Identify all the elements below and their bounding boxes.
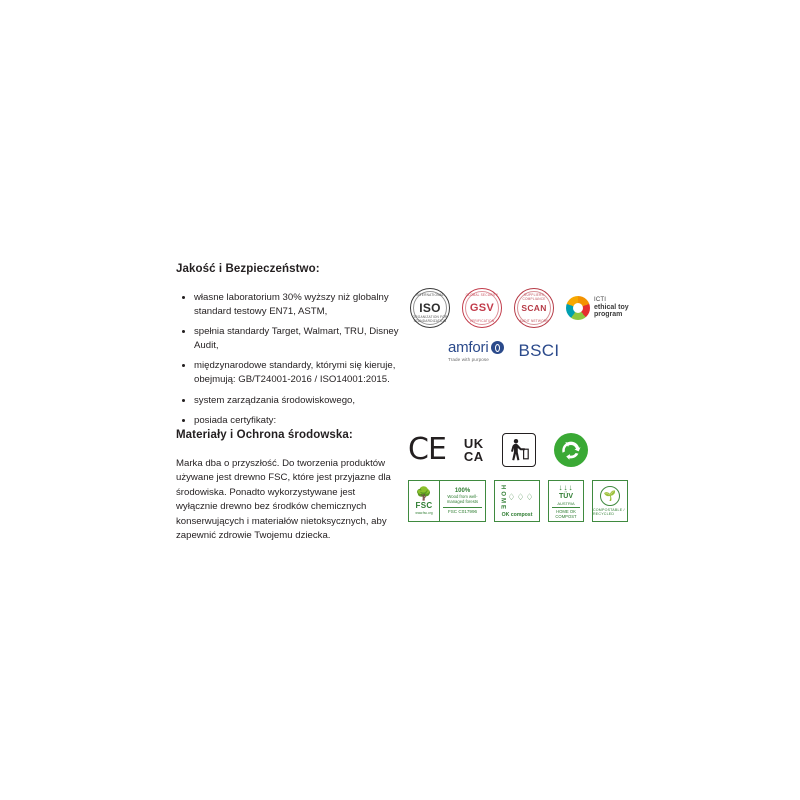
iso-sub-text: ORGANIZATION FOR STANDARDIZATION [412, 315, 448, 323]
fsc-logo [409, 481, 440, 521]
iso-certification-icon [410, 288, 450, 328]
tuv-wordmark: TÜV [559, 492, 573, 500]
list-item: międzynarodowe standardy, którymi się kieruje, obejmują: GB/T24001-2016 / ISO14001:2015. [192, 359, 424, 386]
certification-row-bottom [410, 340, 640, 363]
tree-icon: 🌳 [415, 486, 433, 501]
fsc-details [440, 481, 485, 521]
list-item: spełnia standardy Target, Walmart, TRU, Disney Audit, [192, 325, 424, 352]
bsci-wordmark: BSCI [518, 341, 560, 361]
fsc-website: www.fsc.org [415, 511, 433, 515]
arrows-icon: ↓↓↓ [558, 482, 574, 492]
tuv-austria-badge [548, 480, 584, 522]
icti-ethical-toy-program-badge [566, 296, 629, 320]
icti-line-1: ICTI [594, 296, 607, 303]
gsv-sub-text: VERIFICATION [469, 319, 495, 323]
tuv-region: AUSTRIA [557, 500, 575, 506]
ok-compost-label: OK compost [501, 511, 533, 518]
amfori-dot-icon [491, 341, 504, 354]
materials-row-top [408, 432, 638, 468]
quality-safety-heading: Jakość i Bezpieczeństwo: [176, 263, 320, 275]
certification-row-top [410, 288, 640, 328]
gsv-top-text: GLOBAL SECURITY [465, 293, 499, 297]
list-item: własne laboratorium 30% wyższy niż globalny standard testowy EN71, ASTM, [192, 291, 424, 318]
scan-label: SCAN [521, 303, 547, 313]
tuv-program: HOME OK COMPOST [552, 507, 579, 519]
ukca-line-1: UK [463, 436, 484, 451]
recycled-material-badge [592, 480, 628, 522]
amfori-logo [448, 340, 504, 355]
recycled-label: COMPOSTABLE / RECYCLED [593, 508, 625, 516]
materials-row-bottom [408, 480, 638, 522]
amfori-badge [448, 340, 504, 363]
leaves-icon: ♢♢♢ [507, 492, 535, 502]
list-item: system zarządzania środowiskowego, [192, 394, 424, 408]
scan-top-text: SUPPLIERS COMPLIANCE [522, 293, 546, 301]
materials-heading: Materiały i Ochrona środowska: [176, 429, 353, 441]
ok-compost-badge [494, 480, 540, 522]
scan-sub-text: AUDIT NETWORK [519, 319, 549, 323]
sprout-icon: 🌱 [600, 486, 620, 506]
gsv-label: GSV [469, 302, 495, 314]
icti-line-3: program [594, 311, 623, 319]
green-recycle-icon [554, 433, 588, 467]
list-item: posiada certyfikaty: [192, 414, 424, 428]
fsc-wordmark: FSC [415, 501, 433, 510]
materials-certification-badges [408, 432, 638, 522]
ce-marking-icon: CE [408, 432, 446, 467]
iso-label: ISO [419, 301, 441, 315]
scan-certification-icon [514, 288, 554, 328]
amfori-wordmark: amfori [448, 339, 489, 356]
tidyman-bin-icon [502, 433, 536, 467]
fsc-code: FSC C017996 [443, 507, 482, 514]
ukca-line-2: CA [463, 449, 484, 464]
fsc-description: Wood from well-managed forests [446, 494, 479, 504]
quality-certification-badges [410, 288, 640, 363]
amfori-tagline: Trade with purpose [448, 357, 489, 362]
quality-bullet-list [176, 291, 424, 428]
icti-label [594, 297, 629, 319]
iso-top-text: INTERNATIONAL [416, 293, 444, 297]
ok-compost-inner [499, 485, 534, 511]
fsc-percent: 100% [454, 488, 471, 495]
materials-paragraph: Marka dba o przyszłość. Do tworzenia produktów używane jest drewno FSC, które jest przyjazne dla środowiska. Ponadto wykorzystywane jest wyłącznie drewno bez środków chemicznych konserwujących i materiałów nietoksycznych, aby zapewnić zdrowie Twojemu dziecka. [176, 457, 391, 541]
gsv-certification-icon [462, 288, 502, 328]
fsc-certification-badge [408, 480, 486, 522]
icti-ring-icon [566, 296, 590, 320]
ok-compost-home-label: HOME [499, 484, 506, 511]
icti-line-2: ethical toy [594, 303, 629, 311]
ukca-marking-icon [464, 437, 484, 463]
